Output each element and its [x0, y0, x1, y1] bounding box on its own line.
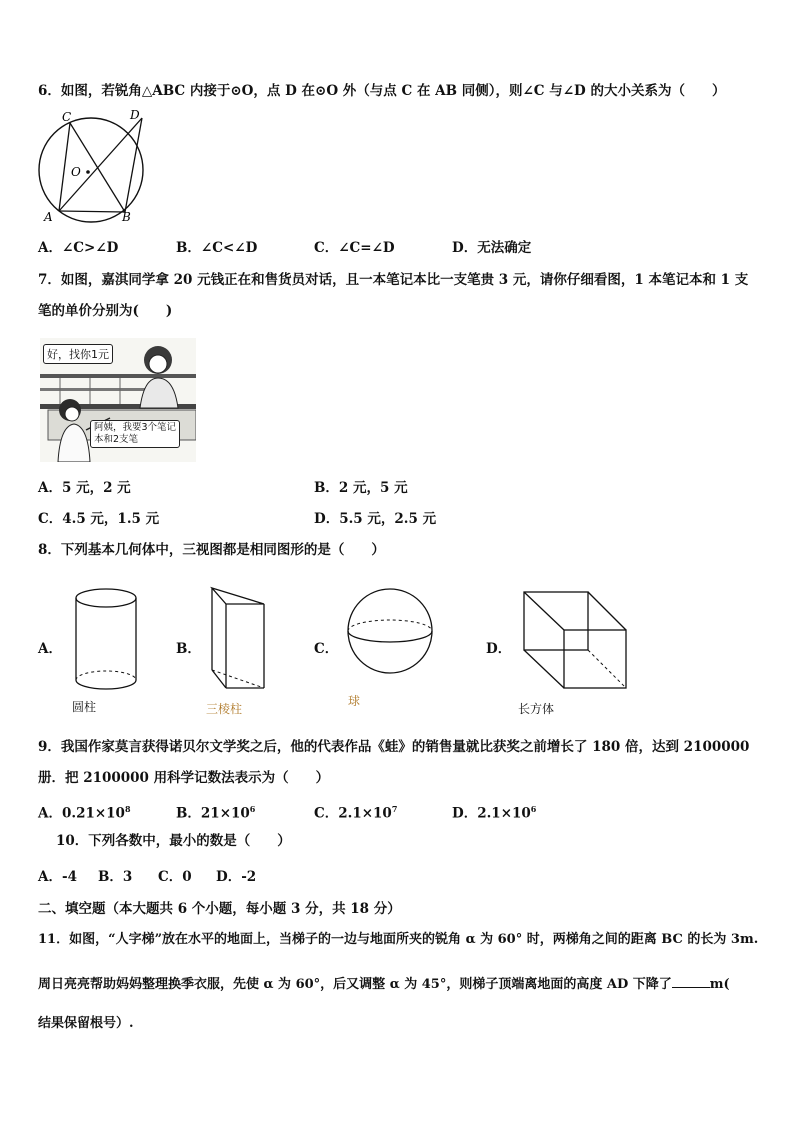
- label-c: C: [62, 110, 72, 124]
- q9-option-b: B．$21\times 10^6$: [176, 804, 256, 822]
- q6-circle-figure: [36, 108, 148, 226]
- q10-stem: 10．下列各数中，最小的数是（ ）: [56, 833, 291, 849]
- shape-name-sphere: 球: [348, 694, 361, 708]
- cuboid-figure: [520, 588, 630, 690]
- clerk-speech-bubble: 好，找你1元: [43, 344, 113, 364]
- q8-stem: 8．下列基本几何体中，三视图都是相同图形的是（ ）: [38, 542, 385, 558]
- label-o: O: [71, 165, 81, 179]
- q8-option-c: C．: [314, 641, 339, 657]
- q8-option-b: B．: [176, 641, 201, 657]
- q7-option-c: C．4.5 元，1.5 元: [38, 511, 160, 527]
- q6-option-c: C．∠C=∠D: [314, 240, 395, 256]
- q9-stem-line1: 9．我国作家莫言获得诺贝尔文学奖之后，他的代表作品《蛙》的销售量就比获奖之前增长了 180 倍，达到 2100000: [38, 739, 750, 755]
- q6-option-d: D．无法确定: [452, 240, 532, 256]
- shape-name-cylinder: 圆柱: [72, 700, 97, 714]
- q8-option-d: D．: [486, 641, 512, 657]
- q9-stem-line2: 册．把 2100000 用科学记数法表示为（ ）: [38, 770, 330, 786]
- q7-option-d: D．5.5 元，2.5 元: [314, 511, 437, 527]
- q11-line2-text: 周日亮亮帮助妈妈整理换季衣服，先使 α 为 60°，后又调整 α 为 45°，则梯子顶端离地面的高度 AD 下降了: [38, 977, 672, 992]
- q7-option-b: B．2 元，5 元: [314, 480, 408, 496]
- girl-speech-line2: 本和2支笔: [94, 434, 139, 445]
- girl-speech-line1: 阿姨，我要3个笔记: [94, 422, 177, 433]
- answer-blank[interactable]: [672, 973, 710, 988]
- label-a: A: [44, 210, 53, 224]
- q10-option-b: B．3: [98, 869, 133, 885]
- label-b: B: [122, 210, 131, 224]
- q9-option-c: C．$2.1\times 10^7$: [314, 804, 398, 822]
- q11-line1: 11．如图，“人字梯”放在水平的地面上，当梯子的一边与地面所夹的锐角 α 为 60° 时，两梯角之间的距离 BC 的长为 3m.: [38, 932, 759, 947]
- triangular-prism-figure: [204, 584, 274, 694]
- sphere-figure: [345, 585, 435, 677]
- q6-option-a: A．∠C>∠D: [38, 240, 119, 256]
- q10-option-d: D．-2: [216, 869, 257, 885]
- q7-option-a: A．5 元，2 元: [38, 480, 131, 496]
- q11-line3: 结果保留根号）.: [38, 1016, 134, 1031]
- q6-stem: 6．如图，若锐角△ABC 内接于⊙O，点 D 在⊙O 外（与点 C 在 AB 同侧），则∠C 与∠D 的大小关系为（ ）: [38, 83, 726, 99]
- label-d: D: [130, 108, 140, 122]
- q7-stem-line1: 7．如图，嘉淇同学拿 20 元钱正在和售货员对话，且一本笔记本比一支笔贵 3 元，请你仔细看图，1 本笔记本和 1 支: [38, 272, 749, 288]
- q11-line2-unit: m(: [709, 977, 730, 992]
- q9-option-a: A．$0.21\times 10^8$: [38, 804, 131, 822]
- q9-option-d: D．$2.1\times 10^6$: [452, 804, 537, 822]
- q7-stem-line2: 笔的单价分别为( ): [38, 303, 173, 319]
- q8-option-a: A．: [38, 641, 62, 657]
- shape-name-triangular-prism: 三棱柱: [206, 702, 243, 716]
- q10-option-c: C．0: [158, 869, 192, 885]
- q10-option-a: A．-4: [38, 869, 77, 885]
- girl-speech-bubble: [90, 420, 180, 448]
- shape-name-cuboid: 长方体: [518, 702, 555, 716]
- q11-line2: [38, 973, 730, 994]
- section2-heading: 二、填空题（本大题共 6 个小题，每小题 3 分，共 18 分）: [38, 901, 401, 917]
- q7-shop-illustration: [40, 338, 196, 462]
- cylinder-figure: [70, 586, 142, 696]
- q6-option-b: B．∠C<∠D: [176, 240, 258, 256]
